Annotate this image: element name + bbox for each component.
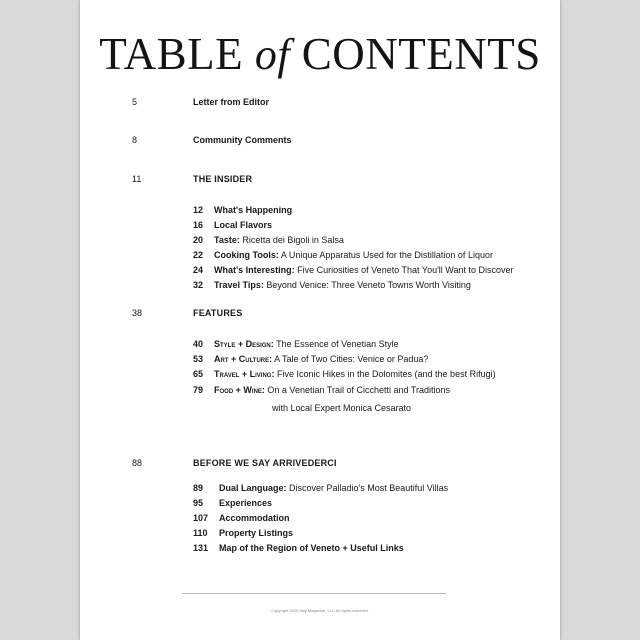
title-part-contents: CONTENTS [290,29,541,79]
entry-letter-from-editor[interactable]: Letter from Editor [193,97,270,107]
item-text: A Unique Apparatus Used for the Distillation of Liquor [278,250,493,260]
toc-item[interactable] [193,264,513,276]
item-key: Food + Wine: [214,385,265,395]
item-page-number: 16 [193,220,204,230]
toc-item[interactable] [193,482,448,494]
toc-item[interactable] [193,219,272,231]
item-page-number: 131 [193,543,209,553]
title-part-table: TABLE [99,29,255,79]
item-key: Dual Language: [219,483,287,493]
magazine-page [80,0,560,640]
title-part-of: of [254,30,291,79]
item-key: Local Flavors [214,220,273,230]
item-text: The Essence of Venetian Style [273,339,399,349]
section-page-number: 88 [132,458,143,468]
item-page-number: 32 [193,280,204,290]
entry-page-number: 8 [132,135,138,145]
item-key: Property Listings [219,528,294,538]
item-page-number: 89 [193,483,204,493]
item-page-number: 65 [193,369,204,379]
item-key: Style + Design: [214,339,274,349]
toc-item[interactable] [193,338,399,350]
item-page-number: 110 [193,528,208,538]
item-page-number: 107 [193,513,209,523]
toc-item[interactable] [193,353,428,365]
item-text: Beyond Venice: Three Veneto Towns Worth Visiting [263,280,471,290]
item-page-number: 53 [193,354,204,364]
entry-community-comments[interactable]: Community Comments [193,135,292,145]
item-key: Map of the Region of Veneto + Useful Links [219,543,404,553]
item-text: Ricetta dei Bigoli in Salsa [239,235,344,245]
toc-item[interactable] [193,204,292,216]
item-page-number: 22 [193,250,204,260]
section-heading-arrivederci[interactable]: BEFORE WE SAY ARRIVEDERCI [193,458,337,468]
toc-item[interactable] [193,384,450,396]
item-page-number: 95 [193,498,204,508]
toc-item[interactable] [193,527,293,539]
item-page-number: 20 [193,235,204,245]
toc-item[interactable] [193,368,496,380]
item-key: What's Happening [214,205,293,215]
item-key: Taste: [214,235,240,245]
item-page-number: 24 [193,265,204,275]
item-text: Five Curiosities of Veneto That You'll Want to Discover [294,265,514,275]
item-key: Art + Culture: [214,354,273,364]
section-heading-features[interactable]: FEATURES [193,308,243,318]
item-key: Accommodation [219,513,290,523]
entry-page-number: 5 [132,97,138,107]
item-page-number: 12 [193,205,204,215]
item-key: What's Interesting: [214,265,295,275]
toc-item[interactable] [193,512,290,524]
section-page-number: 38 [132,308,143,318]
footer-divider [182,593,446,594]
toc-item[interactable] [193,234,344,246]
item-text: Discover Palladio's Most Beautiful Villas [286,483,449,493]
toc-item[interactable] [193,249,493,261]
toc-item[interactable] [193,542,404,554]
item-key: Travel + Living: [214,369,275,379]
item-text: Five Iconic Hikes in the Dolomites (and the best Rifugi) [274,369,496,379]
item-page-number: 79 [193,385,204,395]
section-heading-the-insider[interactable]: THE INSIDER [193,174,253,184]
item-key: Experiences [219,498,273,508]
item-text: On a Venetian Trail of Cicchetti and Traditions [264,385,451,395]
copyright-notice: Copyright 2020 Italy Magazine, LLC All rights reserved. [271,608,369,613]
item-key: Cooking Tools: [214,250,279,260]
toc-item[interactable] [193,279,471,291]
item-text: A Tale of Two Cities: Venice or Padua? [272,354,429,364]
section-page-number: 11 [132,174,142,184]
page-title [80,28,560,81]
item-page-number: 40 [193,339,204,349]
toc-item[interactable] [193,497,272,509]
item-key: Travel Tips: [214,280,264,290]
toc-item-continuation: with Local Expert Monica Cesarato [272,403,412,413]
